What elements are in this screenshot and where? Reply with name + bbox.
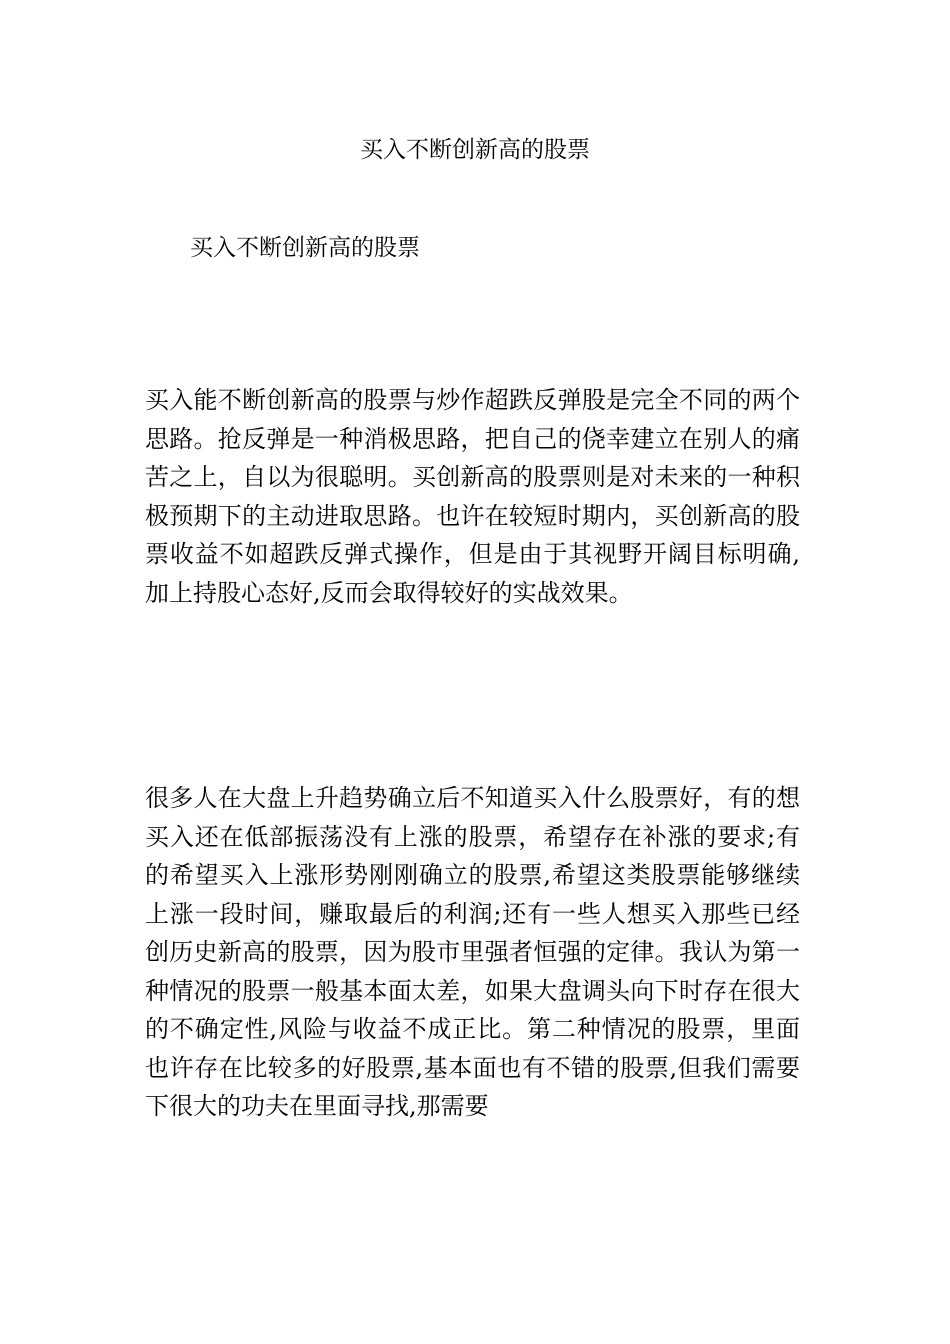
document-title: 买入不断创新高的股票: [360, 137, 590, 163]
document-subtitle: 买入不断创新高的股票: [190, 235, 420, 261]
body-paragraph: 很多人在大盘上升趋势确立后不知道买入什么股票好，有的想买入还在低部振荡没有上涨的股票，希望存在补涨的要求;有的希望买入上涨形势刚刚确立的股票,希望这类股票能够继续上涨一段时间，赚取最后的利润;还有一些人想买入那些已经创历史新高的股票，因为股市里强者恒强的定律。我认为第一种情况的股票一般基本面太差，如果大盘调头向下时存在很大的不确定性,风险与收益不成正比。第二种情况的股票，里面也许存在比较多的好股票,基本面也有不错的股票,但我们需要下很大的功夫在里面寻找,那需要: [145, 784, 800, 1120]
body-paragraph: 买入能不断创新高的股票与炒作超跌反弹股是完全不同的两个思路。抢反弹是一种消极思路，把自己的侥幸建立在别人的痛苦之上，自以为很聪明。买创新高的股票则是对未来的一种积极预期下的主动进取思路。也许在较短时期内，买创新高的股票收益不如超跌反弹式操作，但是由于其视野开阔目标明确,加上持股心态好,反而会取得较好的实战效果。: [145, 386, 800, 607]
